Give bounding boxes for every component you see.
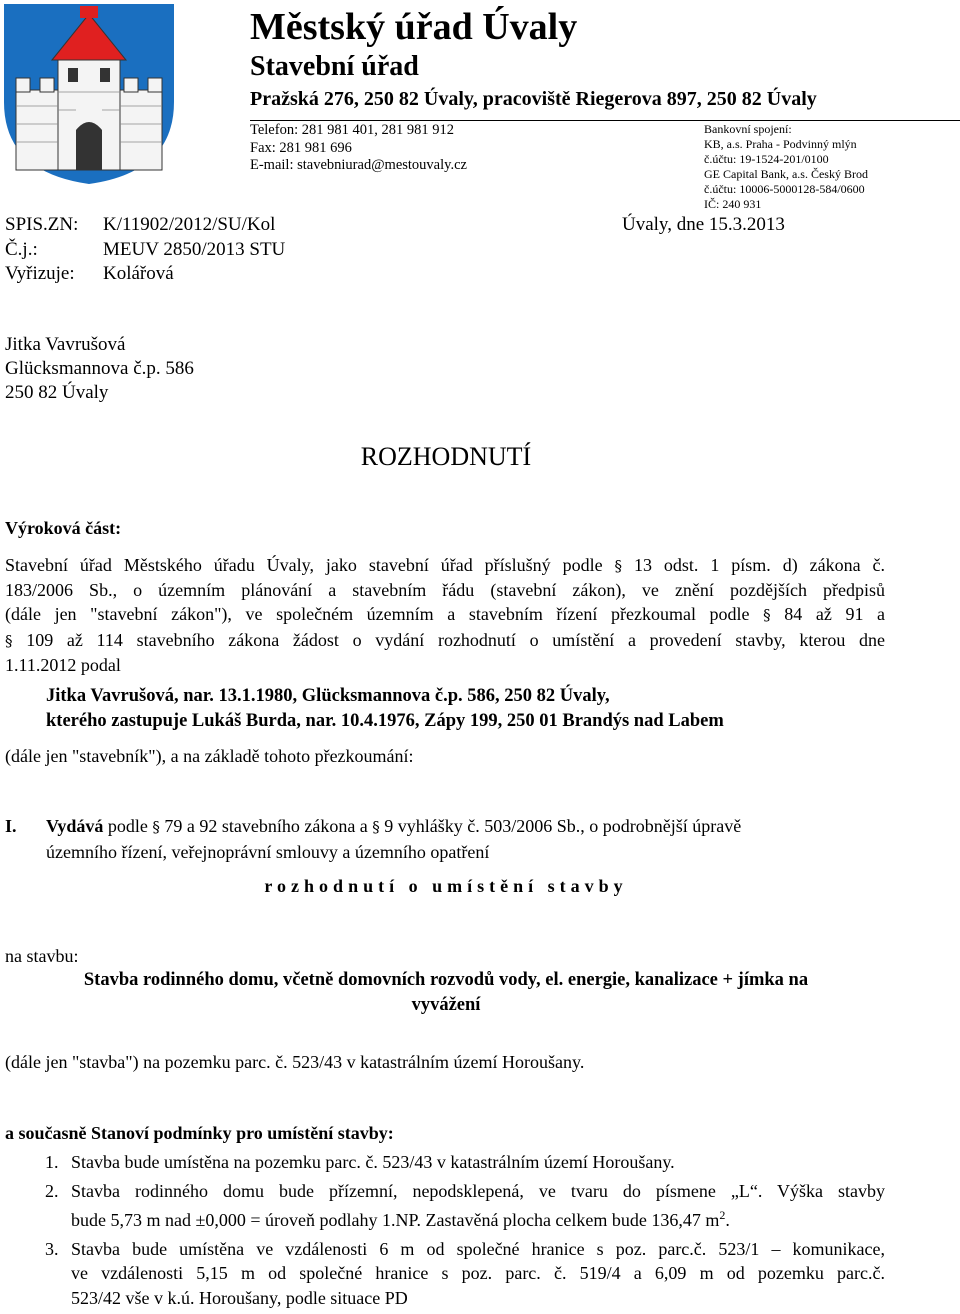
document-date: Úvaly, dne 15.3.2013 <box>622 214 785 235</box>
condition-item: 3. Stavba bude umístěna ve vzdálenosti 6 m od společné hranice s poz. parc.č. 523/1 – komunikace, ve vzdálenosti 5,15 m od společné hranice s poz. parc. č. 519/4 a 6,09 m od pozemku parc.č. 523/42 vše v k.ú. Horoušany, podle situace PD <box>45 1238 885 1308</box>
bank-line: IČ: 240 931 <box>704 197 762 211</box>
office-subtitle: Stavební úřad <box>250 51 419 82</box>
applicant-line: kterého zastupuje Lukáš Burda, nar. 10.4.1976, Zápy 199, 250 01 Brandýs nad Labem <box>46 710 724 731</box>
condition-item: 2. Stavba rodinného domu bude přízemní, nepodsklepená, ve tvaru do písmene „L“. Výška stavby bude 5,73 m nad ±0,000 = úroveň podlahy 1.NP. Zastavěná plocha celkem bude 136,47 $m^2$. <box>45 1180 885 1230</box>
header-divider <box>250 120 960 121</box>
conditions-list <box>5 1150 885 1314</box>
item-I-text: Vydává podle § 79 a 92 stavebního zákona a § 9 vyhlášky č. 503/2006 Sb., o podrobnější úpravě územního řízení, veřejnoprávní smlouvy a územního opatření <box>46 816 742 862</box>
intro-paragraph <box>5 553 885 677</box>
bank-block <box>704 122 868 212</box>
vyrizuje-value: Kolářová <box>103 263 174 284</box>
text-line: Stavební úřad Městského úřadu Úvaly, jako stavební úřad příslušný podle § 13 odst. 1 písm. d) zákona č. <box>5 555 886 575</box>
text-line: 183/2006 Sb., o územním plánování a stavebním řádu (stavební zákon), ve znění pozdějších předpisů <box>5 580 885 601</box>
bank-line: Bankovní spojení: <box>704 122 792 136</box>
bank-line: č.účtu: 10006-5000128-584/0600 <box>704 182 865 196</box>
recipient-street: Glücksmannova č.p. 586 <box>5 358 194 379</box>
section-heading: Výroková část: <box>5 518 122 538</box>
recipient-city: 250 82 Úvaly <box>5 382 109 403</box>
conditions-heading: a současně Stanoví podmínky pro umístění stavby: <box>5 1123 394 1143</box>
spis-label: SPIS.ZN: <box>5 214 79 235</box>
stavebnik-note: (dále jen "stavebník"), a na základě tohoto přezkoumání: <box>5 746 414 766</box>
text-line: 1.11.2012 podal <box>5 654 121 675</box>
item-number: I. <box>5 816 17 836</box>
stavba-line: Stavba rodinného domu, včetně domovních rozvodů vody, el. energie, kanalizace + jímka na <box>83 970 809 990</box>
reference-block <box>5 213 285 287</box>
text-line: (dále jen "stavební zákon"), ve společném územním a stavebním řízení přezkoumal podle § 84 až 91 a <box>5 604 886 625</box>
contact-fax: Fax: 281 981 696 <box>250 139 352 156</box>
bank-line: GE Capital Bank, a.s. Český Brod <box>704 167 868 181</box>
contact-phone: Telefon: 281 981 401, 281 981 912 <box>250 122 454 138</box>
stavba-line: vyvážení <box>411 994 481 1015</box>
decision-title: ROZHODNUTÍ <box>360 442 532 471</box>
text-line: § 109 až 114 stavebního zákona žádost o vydání rozhodnutí o umístění a provedení stavby, kterou dne <box>5 629 886 650</box>
vyrizuje-label: Vyřizuje: <box>5 263 75 284</box>
bank-line: KB, a.s. Praha - Podvinný mlýn <box>704 137 857 151</box>
stavba-note: (dále jen "stavba") na pozemku parc. č. 523/43 v katastrálním území Horoušany. <box>5 1052 585 1072</box>
contact-email: E-mail: stavebniurad@mestouvaly.cz <box>250 157 467 173</box>
stavba-title <box>0 968 892 1017</box>
decision-spaced-heading: rozhodnutí o umístění stavby <box>264 876 628 896</box>
spis-value: K/11902/2012/SU/Kol <box>103 214 276 235</box>
applicant-line: Jitka Vavrušová, nar. 13.1.1980, Glücksmannova č.p. 586, 250 82 Úvaly, <box>46 686 610 706</box>
office-title: Městský úřad Úvaly <box>250 6 578 48</box>
recipient-name: Jitka Vavrušová <box>5 334 126 355</box>
bank-line: č.účtu: 19-1524-201/0100 <box>704 152 829 166</box>
contact-block <box>250 122 467 175</box>
na-stavbu-label: na stavbu: <box>5 946 79 966</box>
cj-label: Č.j.: <box>5 238 38 260</box>
applicant-block <box>46 684 724 733</box>
cj-value: MEUV 2850/2013 STU <box>103 238 286 260</box>
office-address: Pražská 276, 250 82 Úvaly, pracoviště Riegerova 897, 250 82 Úvaly <box>250 88 817 110</box>
recipient-address <box>5 333 194 405</box>
condition-item: 1. Stavba bude umístěna na pozemku parc. č. 523/43 v katastrálním území Horoušany. <box>45 1152 675 1172</box>
coat-of-arms-logo <box>2 2 176 186</box>
